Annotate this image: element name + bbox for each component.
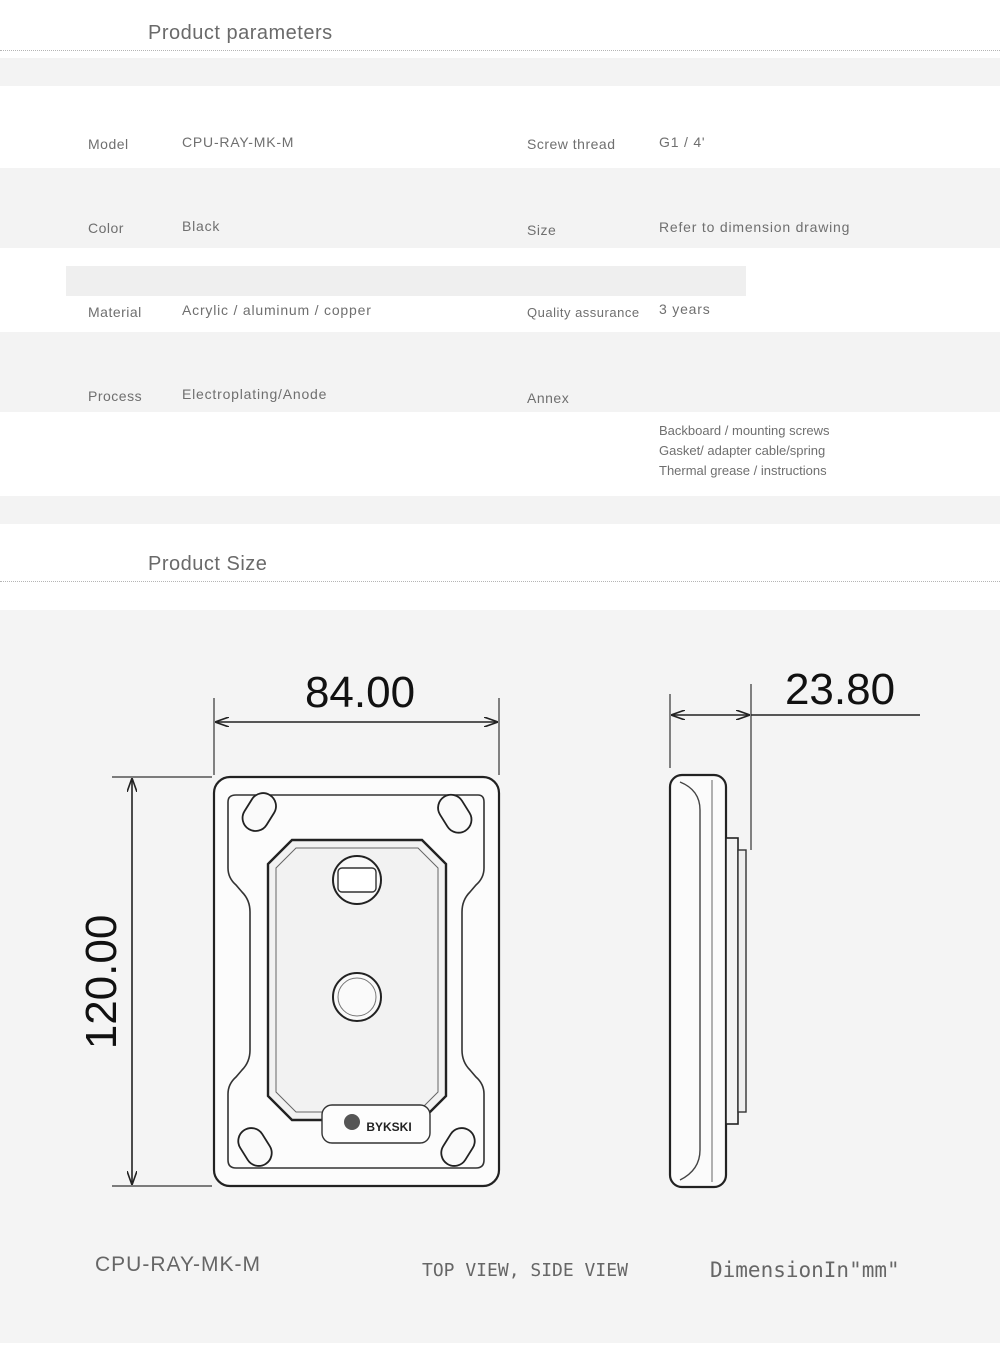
- quality-value: 3 years: [659, 301, 711, 317]
- caption-model: CPU-RAY-MK-M: [95, 1253, 262, 1276]
- table-band: [0, 496, 1000, 524]
- table-band: [0, 58, 1000, 86]
- size-title: Product Size: [148, 553, 268, 575]
- annex-line: Gasket/ adapter cable/spring: [659, 443, 826, 458]
- annex-line: Thermal grease / instructions: [659, 463, 827, 478]
- width-dimension: [214, 668, 499, 775]
- process-label: Process: [88, 388, 143, 404]
- table-band: [0, 168, 1000, 248]
- screw-thread-value: G1 / 4': [659, 134, 706, 150]
- size-label: Size: [527, 222, 557, 238]
- width-value: 84.00: [304, 668, 416, 717]
- table-band: [0, 332, 1000, 412]
- caption-units: DimensionIn"mm": [710, 1258, 900, 1282]
- color-label: Color: [88, 220, 124, 236]
- table-band: [66, 266, 746, 296]
- parameters-title: Product parameters: [148, 22, 333, 44]
- top-view: [214, 777, 499, 1186]
- quality-label: Quality assurance: [527, 305, 640, 320]
- brand-logo-text: BYKSKI: [366, 1120, 412, 1134]
- screw-thread-label: Screw thread: [527, 136, 616, 152]
- color-value: Black: [182, 218, 221, 234]
- parameters-divider: [0, 50, 1000, 51]
- model-value: CPU-RAY-MK-M: [182, 134, 295, 150]
- dimension-drawing: [0, 610, 1000, 1343]
- material-value: Acrylic / aluminum / copper: [182, 302, 372, 318]
- annex-label: Annex: [527, 390, 570, 406]
- size-divider: [0, 581, 1000, 582]
- depth-value: 23.80: [784, 665, 896, 714]
- annex-value: [659, 421, 830, 481]
- annex-line: Backboard / mounting screws: [659, 423, 830, 438]
- size-value: Refer to dimension drawing: [659, 219, 851, 235]
- height-value: 120.00: [77, 914, 126, 1050]
- model-label: Model: [88, 136, 129, 152]
- side-view: [670, 775, 746, 1187]
- process-value: Electroplating/Anode: [182, 386, 328, 402]
- dimension-svg: [0, 610, 1000, 1343]
- caption-views: TOP VIEW, SIDE VIEW: [422, 1260, 628, 1281]
- height-dimension: [77, 777, 212, 1186]
- material-label: Material: [88, 304, 142, 320]
